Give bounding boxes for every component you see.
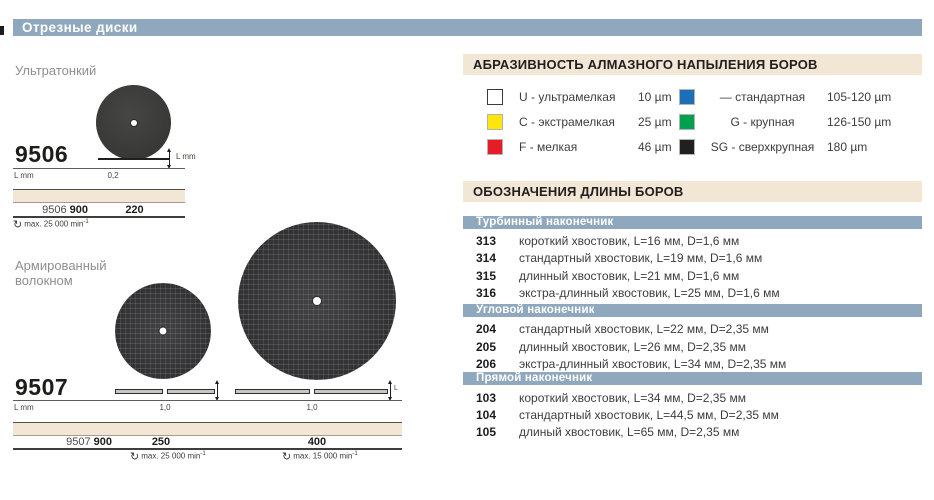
cross-section-hole bbox=[162, 389, 168, 394]
length-desc: экстра-длинный хвостовик, L=34 мм, D=2,35 мм bbox=[519, 357, 787, 371]
product-code-9507: 9507 bbox=[15, 374, 69, 400]
row-code: 9507 bbox=[66, 436, 91, 448]
speed-text: max. 25 000 min bbox=[141, 451, 201, 461]
row-size-9506: 220 bbox=[125, 204, 144, 216]
speed-sup: -1 bbox=[200, 451, 206, 457]
rotation-icon: ↻ bbox=[130, 450, 140, 463]
length-desc: длинный хвостовик, L=21 мм, D=1,6 мм bbox=[519, 269, 740, 283]
rotation-icon: ↻ bbox=[282, 450, 292, 463]
legend-label: — стандартная bbox=[719, 90, 806, 104]
length-num: 206 bbox=[476, 357, 497, 371]
legend-value: 10 µm bbox=[638, 90, 672, 104]
speed-text: max. 25 000 min bbox=[24, 219, 84, 229]
legend-value: 180 µm bbox=[827, 140, 868, 154]
abrasiveness-header: АБРАЗИВНОСТЬ АЛМАЗНОГО НАПЫЛЕНИЯ БОРОВ bbox=[463, 54, 922, 75]
length-num: 205 bbox=[476, 340, 497, 354]
dimension-tick bbox=[390, 383, 391, 398]
legend-label: C - экстрамелкая bbox=[519, 115, 615, 129]
product-code-9506: 9506 bbox=[15, 141, 69, 167]
legend-label: F - мелкая bbox=[519, 140, 578, 154]
table-row-9506 bbox=[13, 204, 88, 216]
row-variant: 900 bbox=[69, 204, 88, 216]
length-num: 104 bbox=[476, 408, 497, 422]
row-size2-9507: 400 bbox=[307, 436, 327, 448]
divider bbox=[13, 216, 185, 218]
length-desc: стандартный хвостовик, L=19 мм, D=1,6 мм bbox=[519, 251, 763, 265]
lengths-header: ОБОЗНАЧЕНИЯ ДЛИНЫ БОРОВ bbox=[463, 181, 922, 202]
dimension-label-9506: L mm bbox=[176, 152, 196, 161]
swatch-coarse bbox=[679, 114, 695, 130]
length-desc: стандартный хвостовик, L=44,5 мм, D=2,35 мм bbox=[519, 408, 779, 422]
dimension-tick bbox=[217, 383, 218, 398]
length-desc: короткий хвостовик, L=16 мм, D=1,6 мм bbox=[519, 234, 740, 248]
thickness-9506: 0,2 bbox=[107, 171, 119, 180]
length-desc: длиный хвостовик, L=65 мм, D=2,35 мм bbox=[519, 425, 740, 439]
product-label-fiber-line2: волокном bbox=[15, 273, 73, 288]
row-variant: 900 bbox=[93, 436, 112, 448]
legend-value: 126-150 µm bbox=[827, 115, 892, 129]
thickness-9507-large: 1,0 bbox=[306, 403, 318, 412]
disc-hole bbox=[131, 120, 137, 126]
length-desc: стандартный хвостовик, L=22 мм, D=2,35 мм bbox=[519, 322, 769, 336]
legend-value: 105-120 µm bbox=[827, 90, 892, 104]
legend-label: G - крупная bbox=[730, 115, 795, 129]
table-row-9507 bbox=[13, 436, 112, 448]
divider bbox=[13, 400, 402, 401]
speed-sup: -1 bbox=[352, 451, 358, 457]
dimension-arrow-up bbox=[167, 148, 171, 152]
row-size1-9507: 250 bbox=[151, 436, 171, 448]
length-num: 204 bbox=[476, 322, 497, 336]
cross-section-9507-large bbox=[235, 389, 388, 394]
dimension-arrow-up bbox=[388, 380, 392, 384]
col-header-lmm-9506: L mm bbox=[14, 171, 34, 180]
page-edge-mark bbox=[0, 26, 4, 35]
table-band-9506 bbox=[13, 189, 185, 202]
thickness-9507-small: 1,0 bbox=[159, 403, 171, 412]
legend-value: 46 µm bbox=[638, 140, 672, 154]
table-band-9507 bbox=[13, 422, 402, 435]
length-num: 105 bbox=[476, 425, 497, 439]
legend-value: 25 µm bbox=[638, 115, 672, 129]
dimension-arrow-up bbox=[215, 380, 219, 384]
max-speed-9507-small bbox=[130, 451, 206, 461]
row-code: 9506 bbox=[42, 204, 67, 216]
col-header-lmm-9507: L mm bbox=[14, 403, 34, 412]
length-num: 316 bbox=[476, 286, 497, 300]
divider bbox=[13, 168, 185, 169]
group-bar-turbine: Турбинный наконечник bbox=[463, 216, 922, 229]
dimension-line-9506 bbox=[98, 158, 169, 160]
dimension-label-9507: L bbox=[394, 385, 398, 392]
group-bar-straight: Прямой наконечник bbox=[463, 372, 922, 385]
product-label-fiber-line1: Армированный bbox=[15, 258, 107, 273]
disc-image-9506 bbox=[96, 85, 171, 160]
group-bar-angle: Угловой наконечник bbox=[463, 304, 922, 317]
length-num: 313 bbox=[476, 234, 497, 248]
length-num: 314 bbox=[476, 251, 497, 265]
speed-text: max. 15 000 min bbox=[293, 451, 353, 461]
cross-section-hole bbox=[309, 389, 315, 394]
rotation-icon: ↻ bbox=[13, 218, 23, 231]
page-title: Отрезные диски bbox=[13, 19, 922, 36]
swatch-standard bbox=[679, 89, 695, 105]
product-label-ultrathin: Ультратонкий bbox=[15, 63, 97, 78]
length-num: 315 bbox=[476, 269, 497, 283]
legend-label: U - ультрамелкая bbox=[519, 90, 616, 104]
swatch-supercoarse bbox=[679, 139, 695, 155]
max-speed-9506 bbox=[13, 219, 89, 229]
disc-image-9507-small bbox=[115, 283, 211, 379]
swatch-ultrafine bbox=[487, 89, 503, 105]
disc-hole bbox=[313, 297, 321, 305]
length-desc: длинный хвостовик, L=26 мм, D=2,35 мм bbox=[519, 340, 746, 354]
dimension-tick-9506 bbox=[169, 151, 170, 166]
length-desc: экстра-длинный хвостовик, L=25 мм, D=1,6 мм bbox=[519, 286, 780, 300]
disc-image-9507-large bbox=[238, 222, 396, 380]
length-num: 103 bbox=[476, 391, 497, 405]
divider bbox=[13, 202, 185, 203]
legend-label: SG - сверхкрупная bbox=[710, 140, 815, 154]
swatch-fine bbox=[487, 139, 503, 155]
speed-sup: -1 bbox=[83, 219, 89, 225]
max-speed-9507-large bbox=[282, 451, 358, 461]
length-desc: короткий хвостовик, L=34 мм, D=2,35 мм bbox=[519, 391, 746, 405]
divider bbox=[13, 448, 402, 450]
disc-hole bbox=[160, 328, 167, 335]
cross-section-9507-small bbox=[115, 389, 215, 394]
swatch-extrafine bbox=[487, 114, 503, 130]
